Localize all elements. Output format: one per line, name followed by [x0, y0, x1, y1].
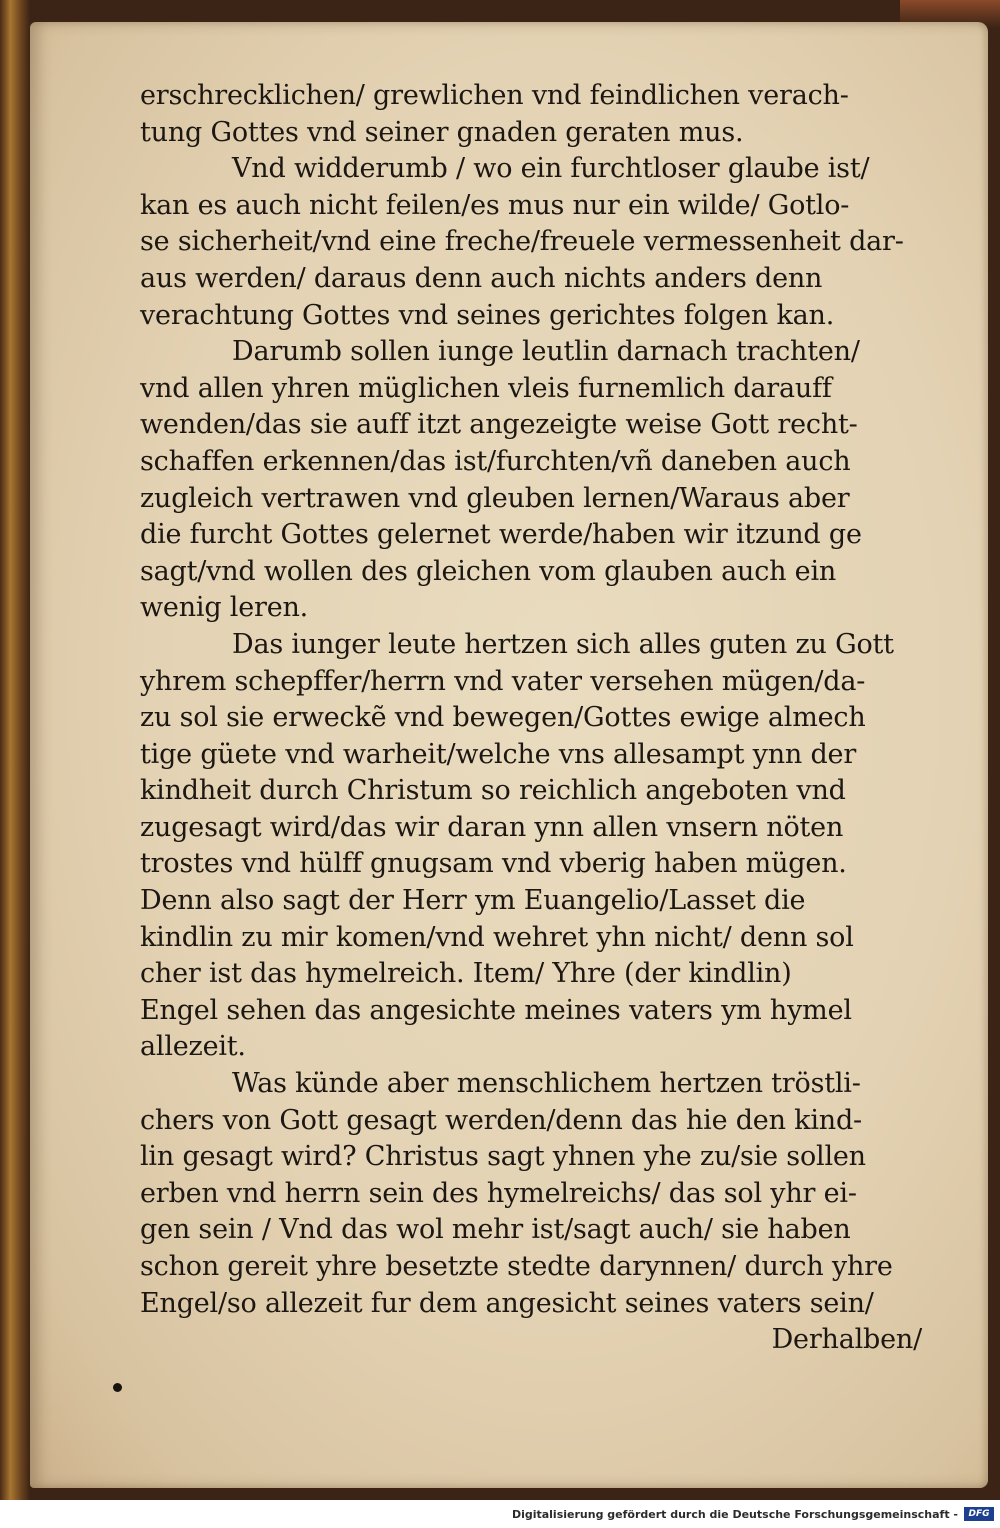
text-line: erben vnd herrn sein des hymelreichs/ das sol yhr ei-	[140, 1177, 857, 1209]
text-line: se sicherheit/vnd eine freche/freuele vermessenheit dar-	[140, 226, 904, 258]
text-line: Das iunger leute hertzen sich alles guten zu Gott	[232, 628, 894, 660]
text-line: vnd allen yhren müglichen vleis furnemlich darauff	[140, 372, 832, 404]
text-line: wenden/das sie auff itzt angezeigte weise Gott recht-	[140, 409, 858, 441]
text-line: chers von Gott gesagt werden/denn das hie den kind-	[140, 1104, 862, 1136]
text-line: zu sol sie erweckẽ vnd bewegen/Gottes ewige almech	[140, 702, 866, 734]
text-line: schon gereit yhre besetzte stedte darynnen/ durch yhre	[140, 1251, 893, 1282]
text-line: tige güete vnd warheit/welche vns allesampt ynn der	[140, 738, 857, 770]
text-line: kindheit durch Christum so reichlich angeboten vnd	[140, 775, 846, 807]
funding-notice: Digitalisierung gefördert durch die Deutsche Forschungsgemeinschaft -	[511, 1508, 958, 1521]
text-line: zugleich vertrawen vnd gleuben lernen/Waraus aber	[140, 482, 850, 514]
text-line: erschrecklichen/ grewlichen vnd feindlichen verach-	[140, 80, 849, 111]
text-line: allezeit.	[140, 1031, 246, 1063]
footer-bar	[0, 1500, 1000, 1528]
ink-dot	[113, 1383, 122, 1392]
book-spine-edge	[0, 0, 30, 1500]
text-line: zugesagt wird/das wir daran ynn allen vnsern nöten	[140, 811, 844, 843]
text-line: cher ist das hymelreich. Item/ Yhre (der kindlin)	[140, 958, 792, 990]
text-line: Darumb sollen iunge leutlin darnach trachten/	[232, 336, 860, 368]
catchword: Derhalben/	[771, 1324, 922, 1356]
text-line: gen sein / Vnd das wol mehr ist/sagt auch/ sie haben	[140, 1214, 851, 1246]
text-line: Engel sehen das angesichte meines vaters ym hymel	[140, 994, 852, 1026]
text-line: kindlin zu mir komen/vnd wehret yhn nicht/ denn sol	[140, 921, 854, 953]
text-line: kan es auch nicht feilen/es mus nur ein wilde/ Gotlo-	[140, 189, 850, 221]
text-line: trostes vnd hülff gnugsam vnd vberig haben mügen.	[140, 848, 847, 880]
text-line: schaffen erkennen/das ist/furchten/vñ daneben auch	[140, 445, 851, 477]
text-line: sagt/vnd wollen des gleichen vom glauben auch ein	[140, 555, 837, 587]
page-text	[140, 78, 940, 1359]
text-line: Was künde aber menschlichem hertzen tröstli-	[232, 1068, 861, 1100]
text-line: Denn also sagt der Herr ym Euangelio/Lasset die	[140, 885, 806, 917]
text-line: lin gesagt wird? Christus sagt yhnen yhe zu/sie sollen	[140, 1141, 866, 1173]
text-line: tung Gottes vnd seiner gnaden geraten mus.	[140, 116, 744, 148]
text-line: die furcht Gottes gelernet werde/haben wir itzund ge	[140, 519, 862, 551]
text-line: verachtung Gottes vnd seines gerichtes folgen kan.	[140, 299, 835, 331]
dfg-logo: DFG	[964, 1507, 994, 1521]
text-line: aus werden/ daraus denn auch nichts anders denn	[140, 262, 823, 294]
text-line: yhrem schepffer/herrn vnd vater versehen mügen/da-	[140, 665, 866, 697]
text-line: Engel/so allezeit fur dem angesicht seines vaters sein/	[140, 1287, 874, 1319]
text-line: Vnd widderumb / wo ein furchtloser glaube ist/	[232, 153, 870, 185]
text-line: wenig leren.	[140, 592, 309, 624]
